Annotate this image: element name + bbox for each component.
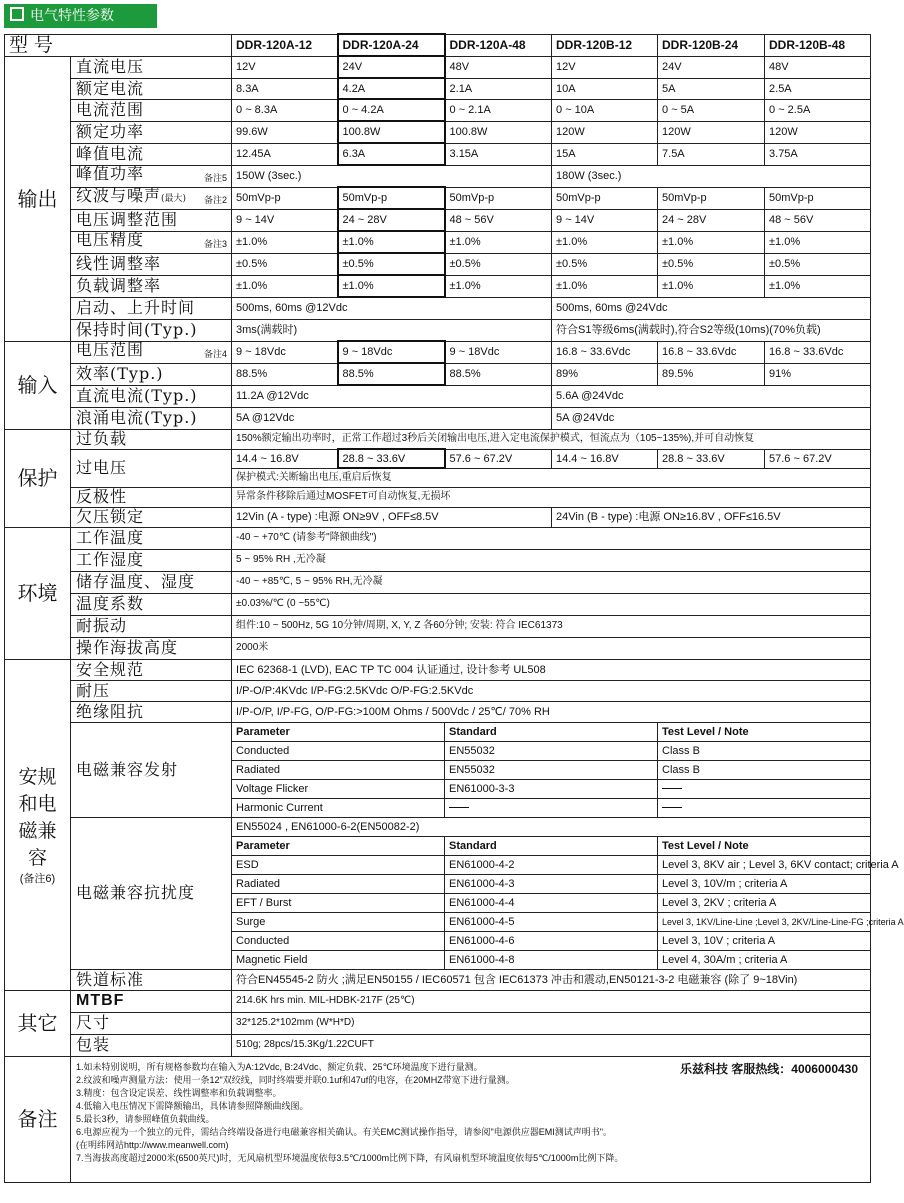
emc-level: Class B xyxy=(658,741,871,760)
table-row xyxy=(5,56,871,78)
table-row xyxy=(5,275,871,297)
section-output: 输出 xyxy=(5,56,71,341)
value-cell: 符合EN45545-2 防火 ;满足EN50155 / IEC60571 包含 IEC61373 冲击和震动,EN50121-3-2 电磁兼容 (除了 9~18Vin) xyxy=(232,969,871,990)
row-label-text: 额定功率 xyxy=(76,122,145,141)
table-row xyxy=(5,231,871,253)
emc-parameter: Voltage Flicker xyxy=(232,779,445,798)
emc-standard: EN61000-4-4 xyxy=(445,893,658,912)
service-hotline: 乐兹科技 客服热线：4006000430 xyxy=(679,1061,859,1076)
value-cell: 组件:10 ~ 500Hz, 5G 10分钟/周期, X, Y, Z 各60分钟; 安装: 符合 IEC61373 xyxy=(232,615,871,637)
row-label xyxy=(71,1034,232,1056)
table-row xyxy=(5,1012,871,1034)
row-label-text: 耐压 xyxy=(76,680,111,700)
value-cell: 24Vin (B - type) :电源 ON≥16.8V , OFF≤16.5V xyxy=(552,507,871,527)
section-safety-note: (备注6) xyxy=(19,872,56,885)
note-line: 6.电源应视为一个独立的元件，需结合终端设备进行电磁兼容相关确认。有关EMC测试操作指导，请参阅"电源供应器EMI测试声明书"。 xyxy=(76,1126,612,1137)
row-label-text: 欠压锁定 xyxy=(76,507,145,526)
emc-parameter: EFT / Burst xyxy=(232,893,445,912)
spec-table xyxy=(4,33,904,1183)
row-label-text: 负载调整率 xyxy=(76,276,162,295)
row-label-text: 额定电流 xyxy=(76,78,145,98)
value-cell: I/P-O/P, I/P-FG, O/P-FG:>100M Ohms / 500Vdc / 25℃/ 70% RH xyxy=(232,701,871,722)
square-icon xyxy=(10,7,24,21)
row-label-suffix: (最大) xyxy=(161,194,187,204)
row-label xyxy=(71,593,232,615)
value-cell: 89.5% xyxy=(658,363,765,385)
emc-standard: EN61000-4-8 xyxy=(445,950,658,969)
value-cell: 0 ~ 10A xyxy=(552,99,658,121)
row-label-text: 反极性 xyxy=(76,487,128,506)
value-cell: 50mVp-p xyxy=(232,187,338,209)
value-cell: 89% xyxy=(552,363,658,385)
emc-parameter: Magnetic Field xyxy=(232,950,445,969)
model-name: DDR-120B-24 xyxy=(658,34,765,56)
value-cell: 12Vin (A - type) :电源 ON≥9V , OFF≤8.5V xyxy=(232,507,552,527)
value-cell: 50mVp-p xyxy=(765,187,871,209)
value-cell: 150W (3sec.) xyxy=(232,165,552,187)
value-cell: 12.45A xyxy=(232,143,338,165)
note-line: (在明纬网站http://www.meanwell.com) xyxy=(76,1139,229,1150)
table-row xyxy=(5,319,871,341)
value-cell: 5.6A @24Vdc xyxy=(552,385,871,407)
table-row xyxy=(5,817,871,836)
table-row xyxy=(5,407,871,429)
row-label xyxy=(71,659,232,680)
value-cell: ±1.0% xyxy=(445,275,552,297)
emc-level: Level 3, 2KV ; criteria A xyxy=(658,893,871,912)
note-line: 1.如未特别说明，所有规格参数均在输入为A:12Vdc, B:24Vdc、额定负载、25℃环境温度下进行量测。 xyxy=(76,1061,483,1072)
row-label-text: 效率(Typ.) xyxy=(76,364,164,383)
emc-header: Standard xyxy=(445,722,658,741)
row-label xyxy=(71,78,232,99)
value-cell: 150%额定输出功率时，正常工作超过3秒后关闭输出电压,进入定电流保护模式，恒流点为（105~135%),并可自动恢复 xyxy=(232,429,871,449)
row-label-text: 浪涌电流(Typ.) xyxy=(76,408,198,427)
row-label xyxy=(71,231,232,253)
value-cell: 500ms, 60ms @24Vdc xyxy=(552,297,871,319)
row-label xyxy=(71,969,232,990)
emc-parameter: Conducted xyxy=(232,931,445,950)
value-cell: 2.1A xyxy=(445,78,552,99)
model-name: DDR-120B-48 xyxy=(765,34,871,56)
table-row xyxy=(5,385,871,407)
row-label xyxy=(71,487,232,507)
value-cell: 9 ~ 18Vdc xyxy=(445,341,552,363)
value-cell: ±1.0% xyxy=(552,275,658,297)
row-label xyxy=(71,615,232,637)
value-cell: 214.6K hrs min. MIL-HDBK-217F (25℃) xyxy=(232,990,871,1012)
section-notes: 备注 xyxy=(5,1056,71,1182)
value-cell: 3.75A xyxy=(765,143,871,165)
section-other: 其它 xyxy=(5,990,71,1056)
table-row xyxy=(5,680,871,701)
row-label xyxy=(71,275,232,297)
emc-parameter: Radiated xyxy=(232,874,445,893)
value-cell: 24 ~ 28V xyxy=(658,209,765,231)
value-cell: 28.8 ~ 33.6V xyxy=(338,449,445,468)
row-label-text: 直流电流(Typ.) xyxy=(76,386,198,405)
value-cell: 10A xyxy=(552,78,658,99)
table-row xyxy=(5,527,871,549)
table-row xyxy=(5,593,871,615)
row-note: 备注3 xyxy=(204,239,228,249)
row-label xyxy=(71,527,232,549)
value-cell: 88.5% xyxy=(232,363,338,385)
row-label-text: 启动、上升时间 xyxy=(76,298,196,317)
value-cell: 5A @12Vdc xyxy=(232,407,552,429)
value-cell: 88.5% xyxy=(338,363,445,385)
note-line: 5.最长3秒，请参照峰值负载曲线。 xyxy=(76,1113,215,1124)
emc-level: Level 4, 30A/m ; criteria A xyxy=(658,950,871,969)
emc-header: Standard xyxy=(445,836,658,855)
value-cell: 16.8 ~ 33.6Vdc xyxy=(765,341,871,363)
row-label-text: MTBF xyxy=(76,992,125,1009)
emc-standard xyxy=(445,798,658,817)
row-label xyxy=(71,341,232,363)
emc-standard: EN61000-3-3 xyxy=(445,779,658,798)
table-row xyxy=(5,143,871,165)
row-label-text: 绝缘阻抗 xyxy=(76,701,145,721)
table-row xyxy=(5,701,871,722)
section-protection: 保护 xyxy=(5,429,71,527)
table-row xyxy=(5,659,871,680)
value-cell: 120W xyxy=(658,121,765,143)
value-cell: 24V xyxy=(658,56,765,78)
row-label xyxy=(71,253,232,275)
value-cell: 0 ~ 8.3A xyxy=(232,99,338,121)
value-cell: ±1.0% xyxy=(232,231,338,253)
value-cell: ±1.0% xyxy=(552,231,658,253)
value-cell: ±1.0% xyxy=(338,231,445,253)
notes-block xyxy=(71,1056,871,1182)
row-label-text: 铁道标准 xyxy=(76,969,145,989)
model-name: DDR-120A-12 xyxy=(232,34,338,56)
value-cell: 57.6 ~ 67.2V xyxy=(765,449,871,468)
row-label xyxy=(71,507,232,527)
note-line: 2.纹波和噪声测量方法：使用一条12"双绞线，同时终端要并联0.1uf和47uf的电容，在20MHZ带宽下进行量测。 xyxy=(76,1074,515,1085)
value-cell: 0 ~ 4.2A xyxy=(338,99,445,121)
value-cell: 9 ~ 14V xyxy=(232,209,338,231)
emc-header: Parameter xyxy=(232,722,445,741)
emc-header: Test Level / Note xyxy=(658,722,871,741)
table-row xyxy=(5,637,871,659)
value-cell: 16.8 ~ 33.6Vdc xyxy=(658,341,765,363)
row-label-text: 电压调整范围 xyxy=(76,210,179,229)
row-label xyxy=(71,297,232,319)
table-row xyxy=(5,1034,871,1056)
table-row xyxy=(5,1056,871,1182)
row-label-text: 耐振动 xyxy=(76,616,128,635)
row-label xyxy=(71,319,232,341)
row-label xyxy=(71,407,232,429)
table-row xyxy=(5,487,871,507)
value-cell: ±1.0% xyxy=(445,231,552,253)
section-header-title: 电气特性参数 xyxy=(30,8,114,24)
emc-parameter: Surge xyxy=(232,912,445,931)
row-label xyxy=(71,187,232,209)
value-cell: 510g; 28pcs/15.3Kg/1.22CUFT xyxy=(232,1034,871,1056)
emc-parameter: Conducted xyxy=(232,741,445,760)
emc-level: Level 3, 1KV/Line-Line ;Level 3, 2KV/Line-Line-FG ;criteria A xyxy=(658,912,871,931)
emc-standard: EN55032 xyxy=(445,741,658,760)
row-label xyxy=(71,385,232,407)
value-cell: IEC 62368-1 (LVD), EAC TP TC 004 认证通过, 设计参考 UL508 xyxy=(232,659,871,680)
value-cell: ±0.5% xyxy=(338,253,445,275)
value-cell: 2000米 xyxy=(232,637,871,659)
emc-header: Test Level / Note xyxy=(658,836,871,855)
value-cell: 0 ~ 2.5A xyxy=(765,99,871,121)
value-cell: 500ms, 60ms @12Vdc xyxy=(232,297,552,319)
emc-parameter: Harmonic Current xyxy=(232,798,445,817)
row-label-text: 储存温度、湿度 xyxy=(76,572,196,591)
emc-intro: EN55024 , EN61000-6-2(EN50082-2) xyxy=(232,817,871,836)
section-input: 输入 xyxy=(5,341,71,429)
value-cell: 5 ~ 95% RH ,无冷凝 xyxy=(232,549,871,571)
row-label-text: 电压范围 xyxy=(76,340,145,359)
value-cell: ±0.5% xyxy=(658,253,765,275)
row-label xyxy=(71,99,232,121)
model-name: DDR-120A-48 xyxy=(445,34,552,56)
table-row xyxy=(5,507,871,527)
value-cell: -40 ~ +70℃ (请参考"降额曲线") xyxy=(232,527,871,549)
value-cell: ±1.0% xyxy=(232,275,338,297)
row-label-text: 尺寸 xyxy=(76,1013,111,1032)
value-cell: ±0.5% xyxy=(445,253,552,275)
emc-parameter: Radiated xyxy=(232,760,445,779)
table-row xyxy=(5,209,871,231)
table-row xyxy=(5,121,871,143)
value-cell: ±0.5% xyxy=(232,253,338,275)
row-label: 电磁兼容发射 xyxy=(71,722,232,817)
table-row xyxy=(5,99,871,121)
value-cell: 24V xyxy=(338,56,445,78)
section-safety xyxy=(5,659,71,990)
value-cell: -40 ~ +85℃, 5 ~ 95% RH,无冷凝 xyxy=(232,571,871,593)
table-row xyxy=(5,549,871,571)
value-cell: 100.8W xyxy=(445,121,552,143)
value-cell: 7.5A xyxy=(658,143,765,165)
table-row xyxy=(5,990,871,1012)
value-cell: 2.5A xyxy=(765,78,871,99)
table-row xyxy=(5,449,871,468)
value-cell: ±0.5% xyxy=(552,253,658,275)
emc-level xyxy=(658,798,871,817)
value-cell: 9 ~ 18Vdc xyxy=(232,341,338,363)
table-row xyxy=(5,34,871,56)
table-row xyxy=(5,429,871,449)
model-name: DDR-120A-24 xyxy=(338,34,445,56)
value-cell: 91% xyxy=(765,363,871,385)
row-label-text: 安全规范 xyxy=(76,659,145,679)
model-name: DDR-120B-12 xyxy=(552,34,658,56)
value-cell: ±1.0% xyxy=(658,231,765,253)
row-label-text: 峰值功率 xyxy=(76,164,145,183)
value-cell: 32*125.2*102mm (W*H*D) xyxy=(232,1012,871,1034)
row-label xyxy=(71,429,232,449)
value-cell: 48 ~ 56V xyxy=(445,209,552,231)
row-label xyxy=(71,165,232,187)
table-row xyxy=(5,969,871,990)
emc-header: Parameter xyxy=(232,836,445,855)
value-cell: ±1.0% xyxy=(338,275,445,297)
row-label xyxy=(71,143,232,165)
value-cell: 4.2A xyxy=(338,78,445,99)
row-label xyxy=(71,990,232,1012)
value-cell: ±1.0% xyxy=(765,231,871,253)
note-line: 4.低输入电压情况下需降额输出，具体请参照降额曲线图。 xyxy=(76,1100,309,1111)
row-label-text: 包装 xyxy=(76,1035,111,1054)
row-label-text: 纹波与噪声 xyxy=(76,186,162,205)
value-cell: 50mVp-p xyxy=(552,187,658,209)
table-row xyxy=(5,297,871,319)
row-label-text: 操作海拔高度 xyxy=(76,638,179,657)
value-cell: 100.8W xyxy=(338,121,445,143)
value-cell: ±0.03%/℃ (0 ~55℃) xyxy=(232,593,871,615)
section-header xyxy=(4,4,157,28)
value-cell: 6.3A xyxy=(338,143,445,165)
emc-level: Level 3, 8KV air ; Level 3, 6KV contact; criteria A xyxy=(658,855,871,874)
emc-standard: EN61000-4-3 xyxy=(445,874,658,893)
value-cell: 48V xyxy=(445,56,552,78)
row-label: 电磁兼容抗扰度 xyxy=(71,817,232,969)
row-label-text: 工作温度 xyxy=(76,528,145,547)
value-cell: I/P-O/P:4KVdc I/P-FG:2.5KVdc O/P-FG:2.5KVdc xyxy=(232,680,871,701)
value-cell: 120W xyxy=(765,121,871,143)
section-safety-title: 安规和电磁兼容 xyxy=(18,765,57,869)
value-cell: 50mVp-p xyxy=(658,187,765,209)
row-label-text: 直流电压 xyxy=(76,57,145,76)
model-label: 型号 xyxy=(5,34,232,56)
row-label-text: 线性调整率 xyxy=(76,254,162,273)
value-cell: 12V xyxy=(552,56,658,78)
value-cell: 50mVp-p xyxy=(445,187,552,209)
row-note: 备注2 xyxy=(204,195,228,205)
row-label xyxy=(71,549,232,571)
emc-level: Level 3, 10V ; criteria A xyxy=(658,931,871,950)
row-label xyxy=(71,363,232,385)
row-label xyxy=(71,637,232,659)
table-row xyxy=(5,571,871,593)
table-row xyxy=(5,363,871,385)
row-label xyxy=(71,571,232,593)
table-row xyxy=(5,722,871,741)
value-cell: 28.8 ~ 33.6V xyxy=(658,449,765,468)
emc-level: Class B xyxy=(658,760,871,779)
emc-standard: EN61000-4-5 xyxy=(445,912,658,931)
row-label xyxy=(71,449,232,487)
value-cell: 14.4 ~ 16.8V xyxy=(552,449,658,468)
row-label xyxy=(71,56,232,78)
value-cell: 120W xyxy=(552,121,658,143)
value-cell: 0 ~ 2.1A xyxy=(445,99,552,121)
row-label-text: 过负载 xyxy=(76,429,128,448)
value-cell: 50mVp-p xyxy=(338,187,445,209)
emc-standard: EN61000-4-2 xyxy=(445,855,658,874)
emc-standard: EN61000-4-6 xyxy=(445,931,658,950)
row-label xyxy=(71,209,232,231)
row-label xyxy=(71,680,232,701)
value-cell: 12V xyxy=(232,56,338,78)
table-row xyxy=(5,253,871,275)
row-label-text: 工作湿度 xyxy=(76,550,145,569)
note-line: 7.当海拔高度超过2000米(6500英尺)时，无风扇机型环境温度依每3.5℃/1000m比例下降，有风扇机型环境温度依每5℃/1000m比例下降。 xyxy=(76,1152,624,1163)
row-label-text: 温度系数 xyxy=(76,594,145,613)
value-cell: 异常条件移除后通过MOSFET可自动恢复,无损坏 xyxy=(232,487,871,507)
row-label-text: 电流范围 xyxy=(76,100,145,119)
emc-parameter: ESD xyxy=(232,855,445,874)
row-label xyxy=(71,121,232,143)
value-cell: 11.2A @12Vdc xyxy=(232,385,552,407)
table-row xyxy=(5,165,871,187)
table-row xyxy=(5,78,871,99)
row-label-text: 峰值电流 xyxy=(76,144,145,163)
value-cell: 180W (3sec.) xyxy=(552,165,871,187)
row-note: 备注4 xyxy=(204,349,228,359)
value-cell: 5A @24Vdc xyxy=(552,407,871,429)
value-cell: 8.3A xyxy=(232,78,338,99)
table-row xyxy=(5,341,871,363)
row-label xyxy=(71,701,232,722)
emc-level xyxy=(658,779,871,798)
row-label-text: 保持时间(Typ.) xyxy=(76,320,198,339)
value-cell: 88.5% xyxy=(445,363,552,385)
value-cell: 5A xyxy=(658,78,765,99)
row-note: 备注5 xyxy=(204,173,228,183)
value-cell: 15A xyxy=(552,143,658,165)
value-cell: 57.6 ~ 67.2V xyxy=(445,449,552,468)
value-cell: 9 ~ 18Vdc xyxy=(338,341,445,363)
table-row xyxy=(5,187,871,209)
emc-standard: EN55032 xyxy=(445,760,658,779)
row-label-text: 过电压 xyxy=(76,458,128,477)
row-label-text: 电压精度 xyxy=(76,230,145,249)
section-environment: 环境 xyxy=(5,527,71,659)
value-cell: 14.4 ~ 16.8V xyxy=(232,449,338,468)
value-cell: ±0.5% xyxy=(765,253,871,275)
emc-level: Level 3, 10V/m ; criteria A xyxy=(658,874,871,893)
value-cell: 符合S1等级6ms(满载时),符合S2等级(10ms)(70%负载) xyxy=(552,319,871,341)
value-cell: ±1.0% xyxy=(658,275,765,297)
value-cell: 16.8 ~ 33.6Vdc xyxy=(552,341,658,363)
row-label xyxy=(71,1012,232,1034)
value-cell: 48V xyxy=(765,56,871,78)
value-cell: 9 ~ 14V xyxy=(552,209,658,231)
value-cell: 99.6W xyxy=(232,121,338,143)
value-cell: 0 ~ 5A xyxy=(658,99,765,121)
value-cell: 保护模式:关断输出电压,重启后恢复 xyxy=(232,468,871,487)
table-row xyxy=(5,615,871,637)
value-cell: ±1.0% xyxy=(765,275,871,297)
value-cell: 48 ~ 56V xyxy=(765,209,871,231)
note-line: 3.精度：包含设定误差、线性调整率和负载调整率。 xyxy=(76,1087,282,1098)
value-cell: 3.15A xyxy=(445,143,552,165)
value-cell: 24 ~ 28V xyxy=(338,209,445,231)
value-cell: 3ms(满载时) xyxy=(232,319,552,341)
